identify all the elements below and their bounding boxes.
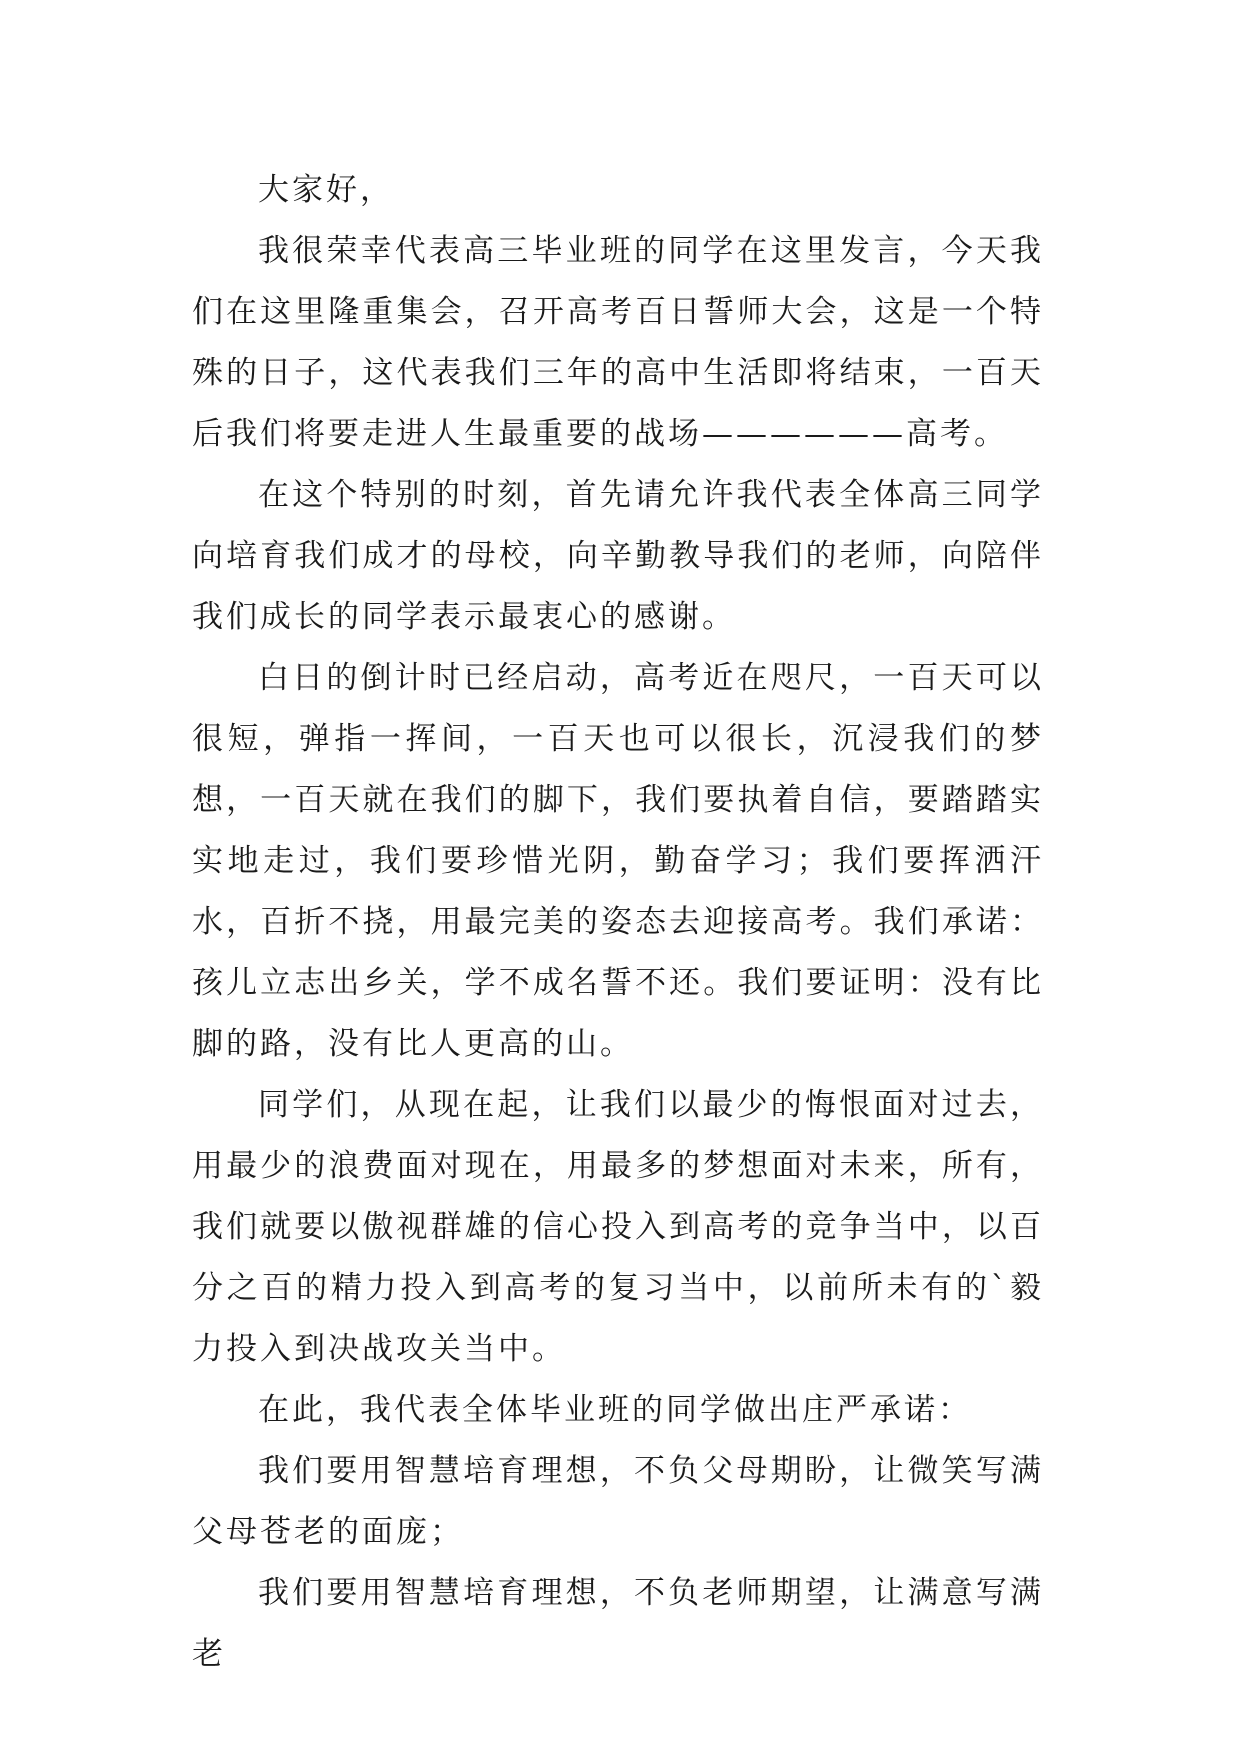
pledge-teachers-paragraph: 我们要用智慧培育理想，不负老师期望，让满意写满老: [192, 1575, 1044, 1672]
countdown-paragraph: 白日的倒计时已经启动，高考近在咫尺，一百天可以很短，弹指一挥间，一百天也可以很长，沉浸我们的梦想，一百天就在我们的脚下，我们要执着自信，要踏踏实实地走过，我们要珍惜光阴，勤奋学习；我们要挥洒汗水，百折不挠，用最完美的姿态去迎接高考。我们承诺：孩儿立志出乡关，学不成名誓不还。我们要证明：没有比脚的路，没有比人更高的山。: [192, 660, 1044, 1062]
opening-paragraph: 我很荣幸代表高三毕业班的同学在这里发言，今天我们在这里隆重集会，召开高考百日誓师大会，这是一个特殊的日子，这代表我们三年的高中生活即将结束，一百天后我们将要走进人生最重要的战场——————高考。: [192, 233, 1044, 452]
classmates-paragraph: 同学们，从现在起，让我们以最少的悔恨面对过去，用最少的浪费面对现在，用最多的梦想面对未来，所有，我们就要以傲视群雄的信心投入到高考的竞争当中，以百分之百的精力投入到高考的复习当中，以前所未有的`毅力投入到决战攻关当中。: [192, 1087, 1044, 1367]
greeting-paragraph: 大家好，: [258, 172, 394, 208]
document-body: [192, 160, 1044, 1685]
pledge-intro-paragraph: 在此，我代表全体毕业班的同学做出庄严承诺：: [258, 1392, 972, 1428]
thanks-paragraph: 在这个特别的时刻，首先请允许我代表全体高三同学向培育我们成才的母校，向辛勤教导我们的老师，向陪伴我们成长的同学表示最衷心的感谢。: [192, 477, 1044, 635]
pledge-parents-paragraph: 我们要用智慧培育理想，不负父母期盼，让微笑写满父母苍老的面庞；: [192, 1453, 1044, 1550]
